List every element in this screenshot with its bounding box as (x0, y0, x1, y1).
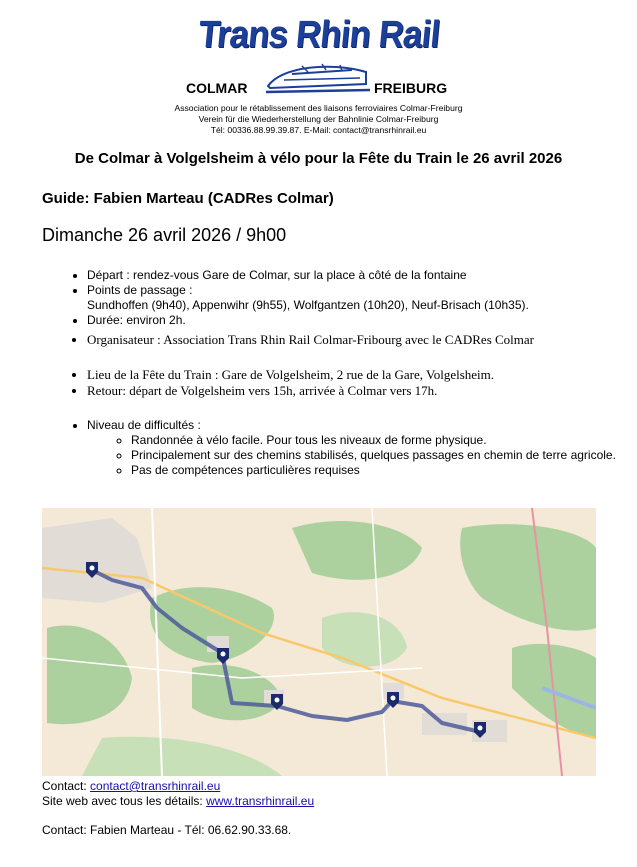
list-item-organisateur: • Organisateur : Association Trans Rhin Rail Colmar-Fribourg avec le CADRes Colmar (87, 332, 534, 348)
contact-label: Contact: (42, 779, 91, 793)
list-item-lieu: • Lieu de la Fête du Train : Gare de Volgelsheim, 2 rue de la Gare, Volgelsheim. (87, 367, 494, 383)
event-date: Dimanche 26 avril 2026 / 9h00 (42, 225, 287, 245)
difficulty-label-text: Niveau de difficultés : (87, 418, 201, 432)
train-logo-icon (262, 56, 374, 96)
city-right-label: FREIBURG (374, 80, 448, 96)
details-list (42, 268, 529, 328)
points-label: Points de passage : (87, 283, 193, 297)
difficulty-item: ◦ Randonnée à vélo facile. Pour tous les niveaux de forme physique. (131, 433, 616, 448)
guide-contact-line: Contact: Fabien Marteau - Tél: 06.62.90.33.68. (42, 823, 292, 837)
organiser-list (42, 332, 534, 348)
assoc-contact: Tél: 00336.88.99.39.87. E-Mail: contact@transrhinrail.eu (210, 125, 427, 135)
difficulty-label (87, 418, 616, 478)
city-left-label: COLMAR (186, 80, 248, 96)
event-heading: De Colmar à Volgelsheim à vélo pour la Fête du Train le 26 avril 2026 (74, 150, 563, 167)
difficulty-list (42, 418, 616, 478)
list-item-retour: • Retour: départ de Volgelsheim vers 15h, arrivée à Colmar vers 17h. (87, 383, 494, 399)
contact-line (42, 779, 220, 793)
website-label: Site web avec tous les détails: (42, 794, 207, 808)
guide-line: Guide: Fabien Marteau (CADRes Colmar) (42, 190, 334, 207)
logo-title-text: Trans Rhin Rail (196, 14, 441, 56)
list-item-points (87, 283, 529, 313)
logo-title (0, 14, 637, 57)
difficulty-item: ◦ Principalement sur des chemins stabilisés, quelques passages en chemin de terre agricole. (131, 448, 616, 463)
website-link[interactable]: www.transrhinrail.eu (206, 794, 315, 808)
points-list: Sundhoffen (9h40), Appenwihr (9h55), Wolfgantzen (10h20), Neuf-Brisach (10h35). (87, 298, 529, 312)
contact-email-link[interactable]: contact@transrhinrail.eu (90, 779, 221, 793)
difficulty-item: ◦ Pas de compétences particulières requises (131, 463, 616, 478)
assoc-french: Association pour le rétablissement des liaisons ferroviaires Colmar-Freiburg (174, 103, 463, 113)
website-line (42, 794, 314, 808)
difficulty-sublist (87, 433, 616, 478)
venue-list (42, 367, 494, 399)
list-item-duree: • Durée: environ 2h. (87, 313, 529, 328)
assoc-german: Verein für die Wiederherstellung der Bahnlinie Colmar-Freiburg (198, 114, 439, 124)
list-item-depart: • Départ : rendez-vous Gare de Colmar, sur la place à côté de la fontaine (87, 268, 529, 283)
route-map (42, 508, 596, 776)
